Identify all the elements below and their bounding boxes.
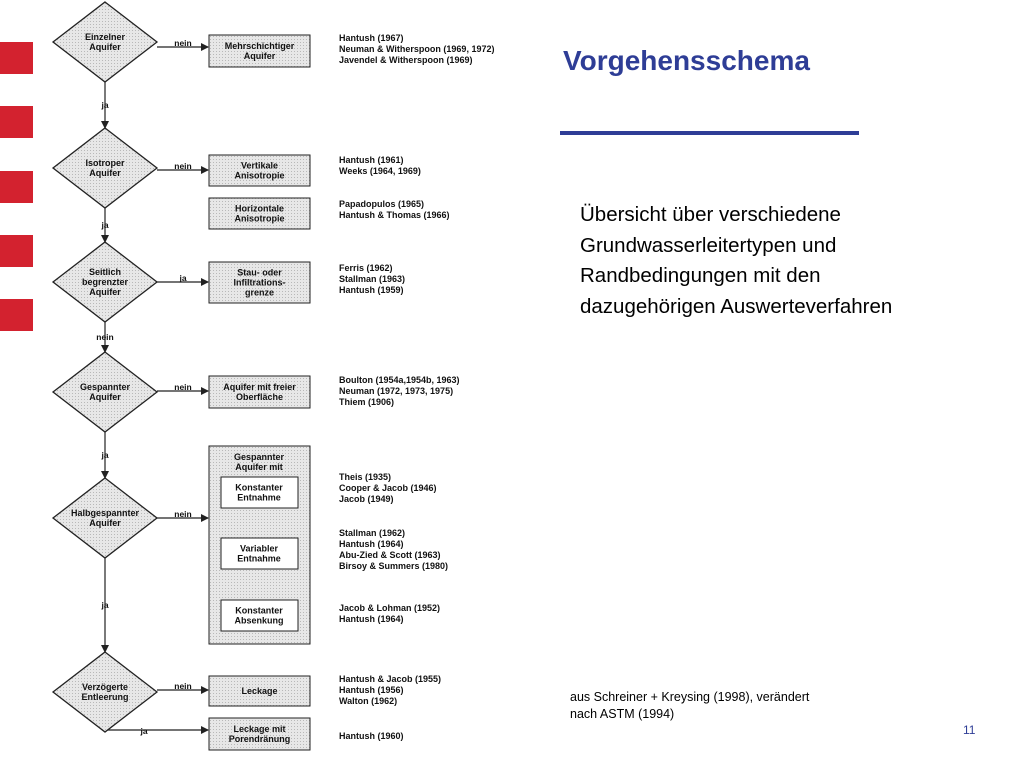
- decision-label-down: ja: [101, 600, 109, 610]
- description-line: dazugehörigen Auswerteverfahren: [580, 294, 893, 318]
- reference-text: Neuman (1972, 1973, 1975): [339, 386, 454, 396]
- reference-text: Weeks (1964, 1969): [339, 166, 421, 176]
- result-box-label: Vertikale: [240, 160, 279, 171]
- decision-label-down: ja: [101, 450, 109, 460]
- decision-label-side: ja: [179, 273, 187, 283]
- decision-label-side: nein: [174, 382, 192, 392]
- reference-text: Hantush (1961): [339, 155, 404, 165]
- decision-label-down: nein: [96, 332, 114, 342]
- reference-text: Stallman (1962): [339, 528, 406, 538]
- reference-text: Papadopulos (1965): [339, 199, 425, 209]
- title-underline: [560, 131, 859, 135]
- reference-text: Jacob & Lohman (1952): [339, 603, 441, 613]
- reference-text: Jacob (1949): [339, 494, 394, 504]
- slide-title: Vorgehensschema: [563, 45, 810, 76]
- decision-label-down: ja: [101, 100, 109, 110]
- reference-text: Neuman & Witherspoon (1969, 1972): [339, 44, 495, 54]
- result-box-label: Infiltrations-: [233, 277, 286, 288]
- decision-diamond-label: Entleerung: [81, 692, 129, 702]
- description-line: Randbedingungen mit den: [580, 264, 821, 287]
- result-box-label: Leckage mit: [233, 724, 286, 734]
- reference-text: Hantush (1964): [339, 614, 404, 624]
- result-box-label: Porendränung: [228, 734, 291, 744]
- page-number: 11: [963, 723, 976, 737]
- decision-diamond-label: Gespannter: [79, 382, 131, 392]
- decision-diamond-label: Verzögerte: [81, 682, 129, 692]
- result-box-label: Aquifer mit freier: [223, 382, 296, 392]
- group-item-label: Konstanter: [235, 605, 283, 616]
- result-box-label: Mehrschichtiger: [224, 41, 295, 51]
- group-item-label: Absenkung: [234, 615, 284, 626]
- reference-text: Boulton (1954a,1954b, 1963): [339, 375, 460, 385]
- result-box-label: Anisotropie: [234, 213, 285, 224]
- reference-text: Hantush (1960): [339, 731, 404, 741]
- decision-label-side: nein: [174, 681, 192, 691]
- reference-text: Thiem (1906): [339, 397, 395, 407]
- reference-text: Hantush (1964): [339, 539, 404, 549]
- source-line: nach ASTM (1994): [570, 707, 675, 721]
- description-line: Grundwasserleitertypen und: [580, 233, 837, 257]
- reference-text: Ferris (1962): [339, 263, 393, 273]
- result-box-label: Stau- oder: [237, 267, 282, 278]
- decision-diamond-label: Isotroper: [85, 158, 125, 168]
- source-line: aus Schreiner + Kreysing (1998), verändert: [570, 690, 810, 704]
- group-box-header: Aquifer mit: [235, 462, 283, 472]
- result-box-label: Leckage: [241, 686, 278, 696]
- group-item-label: Entnahme: [237, 553, 281, 564]
- reference-text: Hantush & Thomas (1966): [339, 210, 450, 220]
- decision-diamond-label: Aquifer: [89, 42, 121, 52]
- description-line: Übersicht über verschiedene: [580, 203, 841, 226]
- source-note: [570, 689, 809, 723]
- reference-text: Birsoy & Summers (1980): [339, 561, 449, 571]
- result-box-label: Oberfläche: [235, 392, 284, 402]
- reference-text: Stallman (1963): [339, 274, 406, 284]
- reference-text: Cooper & Jacob (1946): [339, 483, 437, 493]
- reference-text: Walton (1962): [339, 696, 398, 706]
- result-box-label: Horizontale: [234, 203, 285, 214]
- decision-label-side: nein: [174, 38, 192, 48]
- decision-label-bottom: ja: [140, 726, 148, 736]
- group-item-label: Entnahme: [237, 492, 281, 503]
- reference-text: Abu-Zied & Scott (1963): [339, 550, 441, 560]
- reference-text: Hantush (1959): [339, 285, 404, 295]
- result-box-label: grenze: [244, 287, 275, 298]
- result-box-label: Anisotropie: [234, 170, 285, 181]
- decision-diamond-label: Aquifer: [89, 518, 121, 528]
- decision-diamond-label: Einzelner: [84, 32, 126, 42]
- reference-text: Hantush (1967): [339, 33, 404, 43]
- result-box-label: Aquifer: [243, 51, 276, 61]
- decision-diamond-label: Aquifer: [89, 392, 121, 402]
- decision-diamond-label: begrenzter: [81, 277, 129, 287]
- decision-diamond-label: Aquifer: [89, 168, 121, 178]
- decision-diamond-label: Halbgespannter: [70, 508, 140, 518]
- slide-description: [580, 200, 892, 322]
- reference-text: Hantush (1956): [339, 685, 404, 695]
- group-item-label: Konstanter: [235, 482, 283, 493]
- decision-label-side: nein: [174, 509, 192, 519]
- decision-diamond-label: Aquifer: [89, 287, 121, 297]
- decision-label-down: ja: [101, 220, 109, 230]
- decision-label-side: nein: [174, 161, 192, 171]
- reference-text: Theis (1935): [339, 472, 392, 482]
- decision-diamond-label: Seitlich: [88, 267, 122, 277]
- group-item-label: Variabler: [239, 543, 279, 554]
- reference-text: Javendel & Witherspoon (1969): [339, 55, 473, 65]
- group-box-header: Gespannter: [233, 452, 285, 462]
- reference-text: Hantush & Jacob (1955): [339, 674, 442, 684]
